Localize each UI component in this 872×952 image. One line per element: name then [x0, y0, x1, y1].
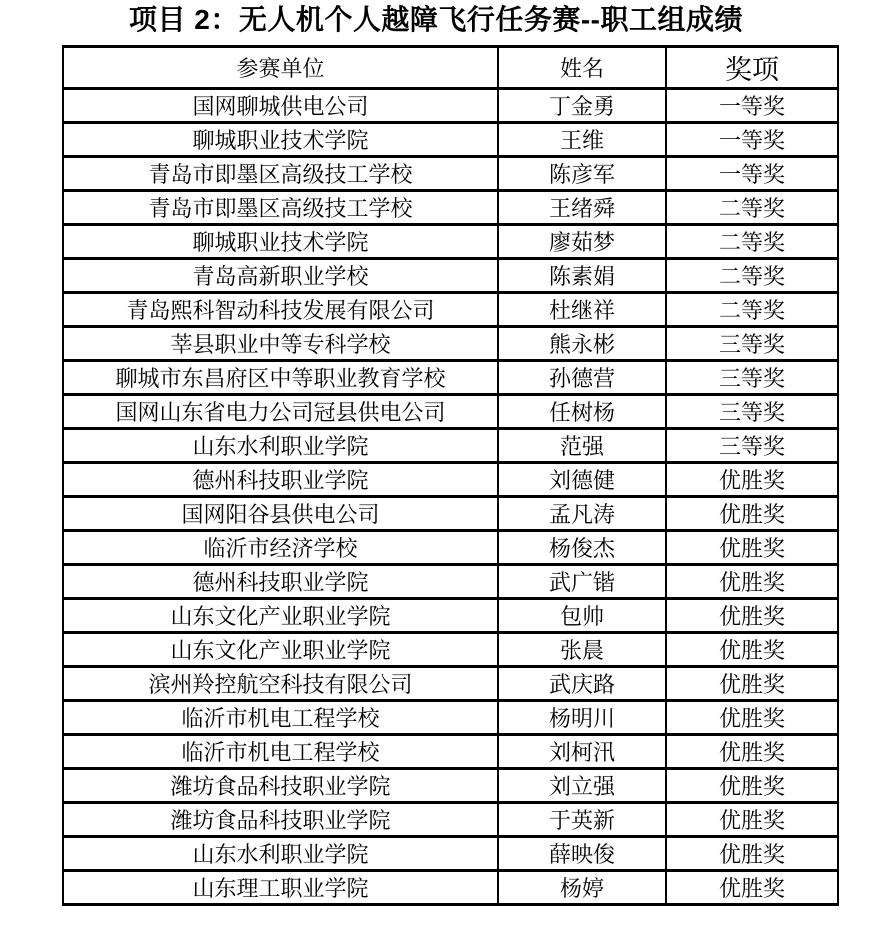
results-table [62, 45, 839, 906]
name-cell: 任树杨 [498, 395, 666, 429]
award-cell: 一等奖 [666, 123, 838, 157]
unit-cell: 青岛熙科智动科技发展有限公司 [63, 293, 498, 327]
name-cell: 杨婷 [498, 871, 666, 905]
unit-cell: 国网聊城供电公司 [63, 89, 498, 123]
unit-cell: 德州科技职业学院 [63, 463, 498, 497]
name-cell: 杨明川 [498, 701, 666, 735]
award-cell: 优胜奖 [666, 599, 838, 633]
header-row [63, 47, 838, 89]
table-row [63, 769, 838, 803]
unit-cell: 滨州羚控航空科技有限公司 [63, 667, 498, 701]
table-row [63, 599, 838, 633]
unit-cell: 莘县职业中等专科学校 [63, 327, 498, 361]
unit-cell: 德州科技职业学院 [63, 565, 498, 599]
award-cell: 优胜奖 [666, 633, 838, 667]
award-cell: 优胜奖 [666, 463, 838, 497]
unit-cell: 青岛市即墨区高级技工学校 [63, 191, 498, 225]
award-cell: 一等奖 [666, 89, 838, 123]
table-row [63, 633, 838, 667]
table-row [63, 361, 838, 395]
name-cell: 孟凡涛 [498, 497, 666, 531]
name-cell: 武庆路 [498, 667, 666, 701]
name-cell: 武广锴 [498, 565, 666, 599]
award-cell: 优胜奖 [666, 497, 838, 531]
table-row [63, 89, 838, 123]
table-row [63, 565, 838, 599]
header-name: 姓名 [498, 47, 666, 89]
award-cell: 优胜奖 [666, 837, 838, 871]
unit-cell: 青岛市即墨区高级技工学校 [63, 157, 498, 191]
results-table-body [63, 89, 838, 905]
table-row [63, 191, 838, 225]
unit-cell: 国网阳谷县供电公司 [63, 497, 498, 531]
award-cell: 二等奖 [666, 293, 838, 327]
award-cell: 优胜奖 [666, 701, 838, 735]
page-title: 项目 2：无人机个人越障飞行任务赛--职工组成绩 [128, 4, 743, 35]
name-cell: 刘德健 [498, 463, 666, 497]
table-row [63, 701, 838, 735]
unit-cell: 临沂市经济学校 [63, 531, 498, 565]
table-row [63, 395, 838, 429]
unit-cell: 聊城职业技术学院 [63, 225, 498, 259]
table-row [63, 871, 838, 905]
table-row [63, 463, 838, 497]
name-cell: 刘立强 [498, 769, 666, 803]
name-cell: 于英新 [498, 803, 666, 837]
name-cell: 陈素娟 [498, 259, 666, 293]
header-unit: 参赛单位 [63, 47, 498, 89]
unit-cell: 山东文化产业职业学院 [63, 633, 498, 667]
award-cell: 二等奖 [666, 259, 838, 293]
award-cell: 优胜奖 [666, 531, 838, 565]
award-cell: 三等奖 [666, 429, 838, 463]
name-cell: 陈彦军 [498, 157, 666, 191]
table-row [63, 429, 838, 463]
table-row [63, 837, 838, 871]
unit-cell: 山东水利职业学院 [63, 837, 498, 871]
name-cell: 范强 [498, 429, 666, 463]
unit-cell: 潍坊食品科技职业学院 [63, 769, 498, 803]
table-row [63, 123, 838, 157]
header-award: 奖项 [666, 47, 838, 89]
table-row [63, 225, 838, 259]
name-cell: 杜继祥 [498, 293, 666, 327]
name-cell: 张晨 [498, 633, 666, 667]
name-cell: 王维 [498, 123, 666, 157]
unit-cell: 潍坊食品科技职业学院 [63, 803, 498, 837]
award-cell: 优胜奖 [666, 803, 838, 837]
name-cell: 薛映俊 [498, 837, 666, 871]
name-cell: 包帅 [498, 599, 666, 633]
table-row [63, 497, 838, 531]
award-cell: 一等奖 [666, 157, 838, 191]
award-cell: 三等奖 [666, 395, 838, 429]
award-cell: 二等奖 [666, 225, 838, 259]
award-cell: 优胜奖 [666, 769, 838, 803]
name-cell: 熊永彬 [498, 327, 666, 361]
unit-cell: 山东文化产业职业学院 [63, 599, 498, 633]
name-cell: 刘柯汛 [498, 735, 666, 769]
table-row [63, 667, 838, 701]
award-cell: 优胜奖 [666, 871, 838, 905]
unit-cell: 聊城市东昌府区中等职业教育学校 [63, 361, 498, 395]
unit-cell: 临沂市机电工程学校 [63, 735, 498, 769]
name-cell: 杨俊杰 [498, 531, 666, 565]
award-cell: 优胜奖 [666, 735, 838, 769]
award-cell: 优胜奖 [666, 565, 838, 599]
table-row [63, 531, 838, 565]
name-cell: 孙德营 [498, 361, 666, 395]
award-cell: 三等奖 [666, 327, 838, 361]
unit-cell: 山东理工职业学院 [63, 871, 498, 905]
award-cell: 三等奖 [666, 361, 838, 395]
name-cell: 丁金勇 [498, 89, 666, 123]
table-row [63, 293, 838, 327]
unit-cell: 聊城职业技术学院 [63, 123, 498, 157]
unit-cell: 临沂市机电工程学校 [63, 701, 498, 735]
table-row [63, 157, 838, 191]
award-cell: 优胜奖 [666, 667, 838, 701]
table-row [63, 327, 838, 361]
name-cell: 王绪舜 [498, 191, 666, 225]
unit-cell: 国网山东省电力公司冠县供电公司 [63, 395, 498, 429]
table-row [63, 803, 838, 837]
table-row [63, 259, 838, 293]
award-cell: 二等奖 [666, 191, 838, 225]
name-cell: 廖茹梦 [498, 225, 666, 259]
unit-cell: 山东水利职业学院 [63, 429, 498, 463]
unit-cell: 青岛高新职业学校 [63, 259, 498, 293]
table-row [63, 735, 838, 769]
